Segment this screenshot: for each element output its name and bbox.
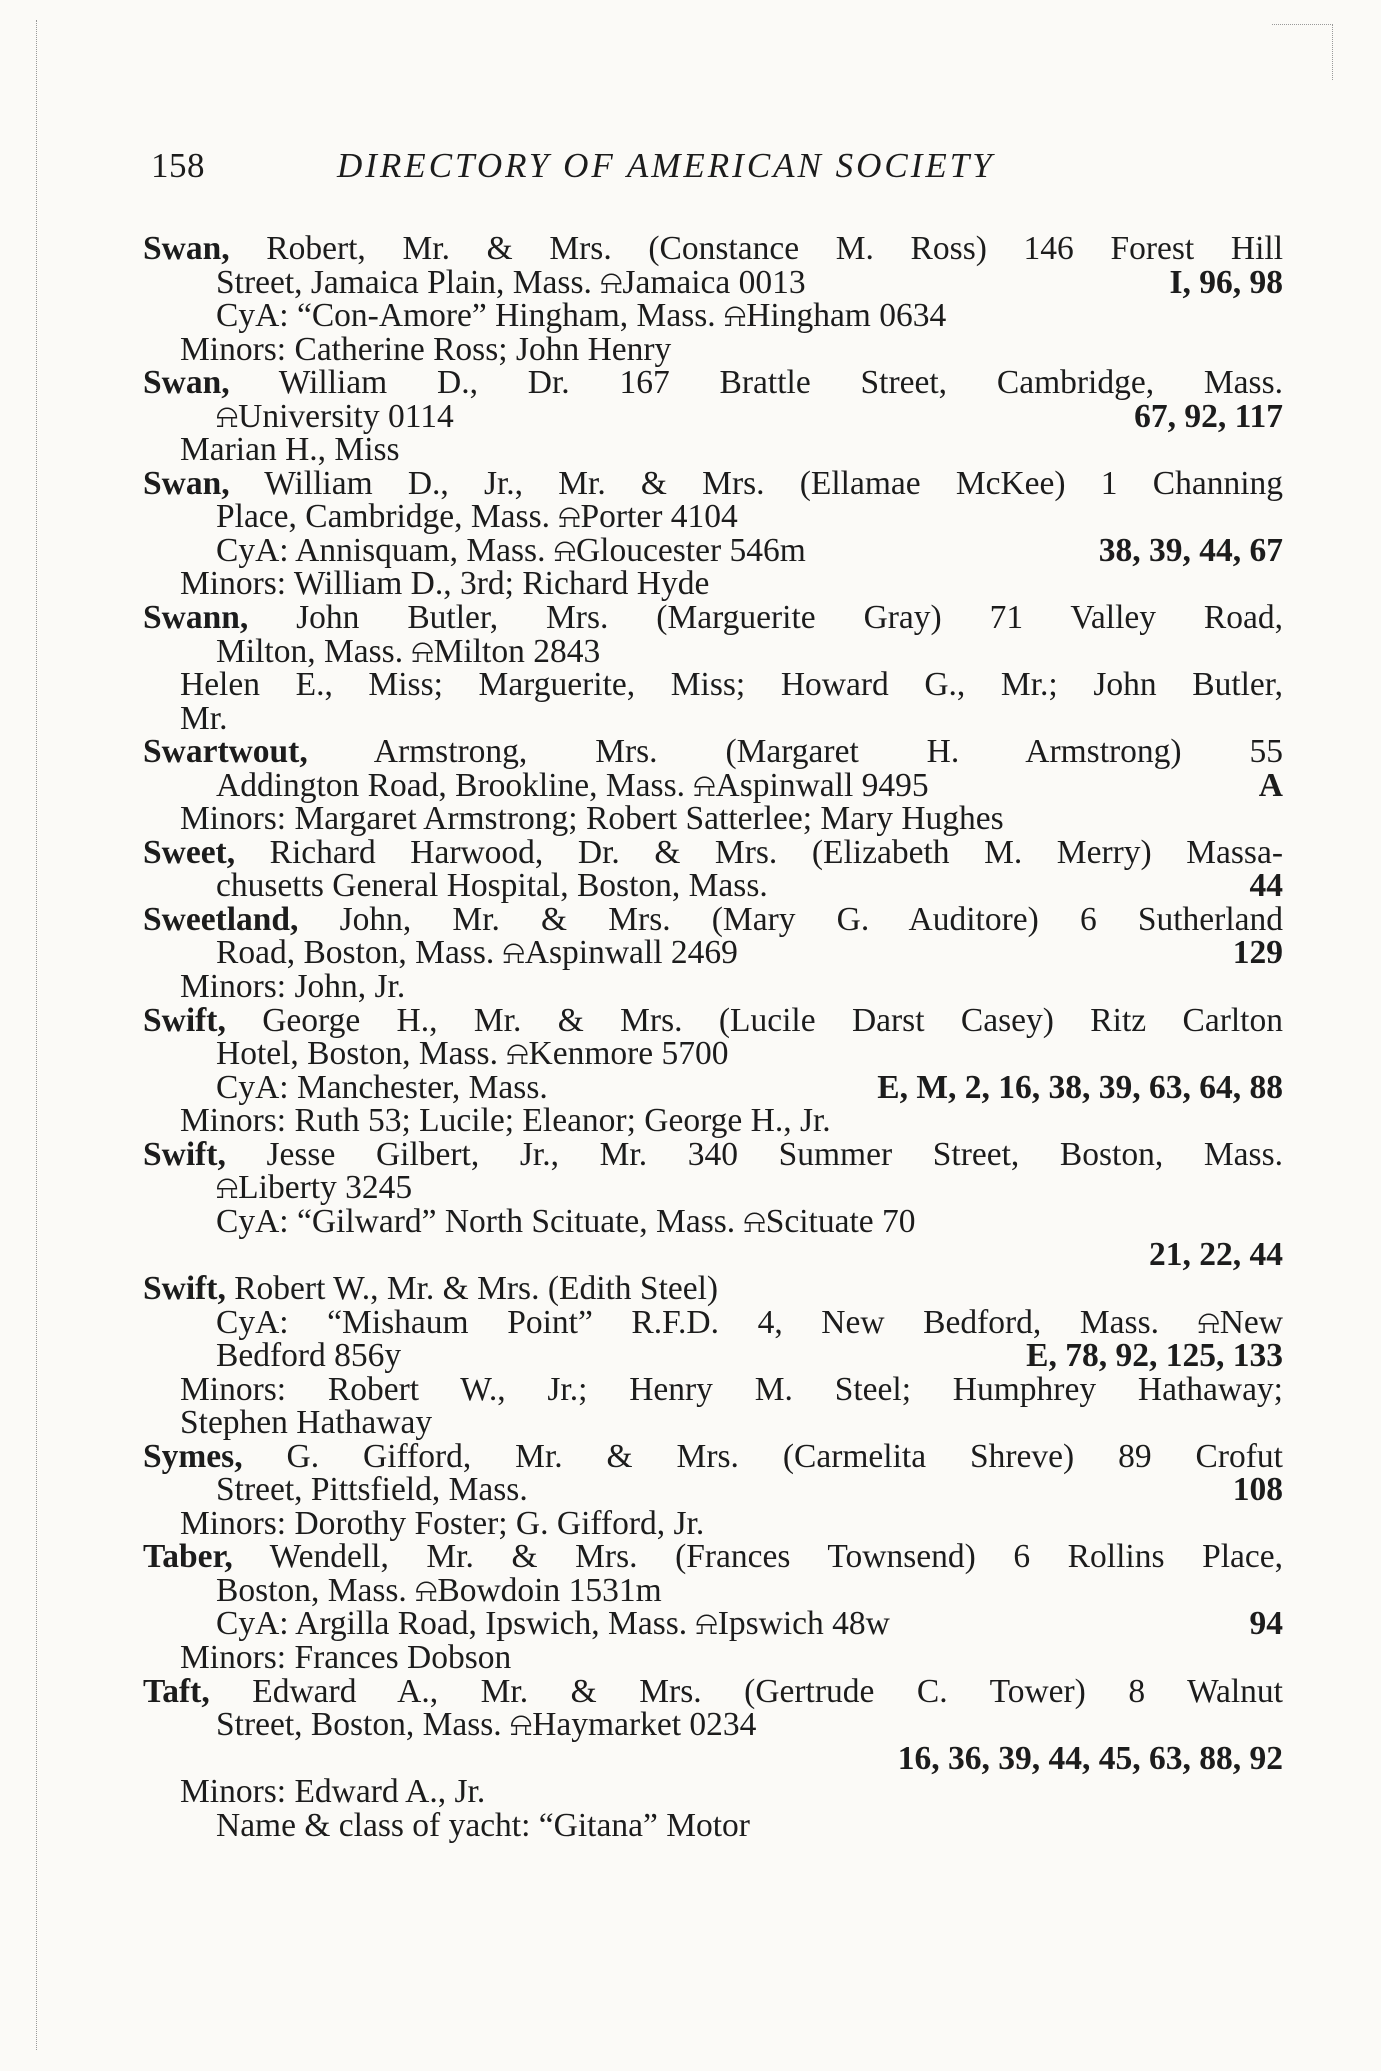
entry-detail-line <box>143 802 1283 836</box>
entry-text: Place, Cambridge, Mass. ⍾Porter 4104 <box>216 498 738 536</box>
club-codes: 94 <box>1249 1605 1283 1643</box>
entry-text: William D., Dr. 167 Brattle Street, Cambridge, Mass. <box>229 364 1283 402</box>
entry-detail-line <box>143 668 1283 702</box>
entry-text: CyA: “Gilward” North Scituate, Mass. ⍾Scituate 70 <box>216 1202 916 1240</box>
entry-surname: Taft, <box>143 1672 210 1710</box>
entry-detail-line <box>143 1238 1283 1272</box>
entry-detail-line <box>143 433 1283 467</box>
entry-heading-line <box>143 1135 1283 1173</box>
entry-text: CyA: “Con-Amore” Hingham, Mass. ⍾Hingham 0634 <box>216 297 947 335</box>
entry-detail-line <box>143 1202 1283 1240</box>
entry-detail-line <box>143 766 1283 804</box>
entry-heading-line <box>143 366 1283 400</box>
entry-text: Bedford 856y <box>216 1337 402 1375</box>
club-codes: A <box>1258 766 1283 804</box>
entry-surname: Symes, <box>143 1437 243 1475</box>
scan-corner-mark <box>1272 24 1333 80</box>
entry-text: Minors: John, Jr. <box>180 968 406 1006</box>
entry-text: Jesse Gilbert, Jr., Mr. 340 Summer Street, Boston, Mass. <box>225 1135 1283 1173</box>
entry-text: Road, Boston, Mass. ⍾Aspinwall 2469 <box>216 934 738 972</box>
entry-text: Armstrong, Mrs. (Margaret H. Armstrong) 55 <box>307 733 1283 771</box>
entry-text: Minors: Edward A., Jr. <box>180 1773 486 1811</box>
directory-entry <box>143 601 1283 735</box>
entry-detail-line <box>143 1708 1283 1742</box>
entry-detail-line <box>143 1370 1283 1408</box>
entry-surname: Swan, <box>143 230 230 267</box>
entry-surname: Taber, <box>143 1538 233 1576</box>
entry-detail-line <box>143 1171 1283 1205</box>
entry-text: Edward A., Mr. & Mrs. (Gertrude C. Tower) 8 Walnut <box>209 1672 1283 1710</box>
entry-text: Street, Boston, Mass. ⍾Haymarket 0234 <box>216 1706 757 1744</box>
entry-detail-line <box>143 1037 1283 1071</box>
entry-surname: Swan, <box>143 364 230 402</box>
entry-text: John Butler, Mrs. (Marguerite Gray) 71 Valley Road, <box>248 599 1283 637</box>
entry-text: CyA: Manchester, Mass. <box>216 1068 548 1106</box>
entry-detail-line <box>143 632 1283 670</box>
entry-detail-line <box>143 263 1283 301</box>
entry-heading-line <box>143 232 1283 266</box>
directory-entry <box>143 1437 1283 1542</box>
entry-surname: Swift, <box>143 1001 226 1039</box>
entry-detail-line <box>143 970 1283 1004</box>
directory-entry <box>143 1269 1283 1442</box>
entry-surname: Swift, <box>143 1269 226 1307</box>
entry-detail-line <box>143 1473 1283 1507</box>
directory-entry <box>143 1540 1283 1674</box>
entry-heading-line <box>143 735 1283 769</box>
entry-detail-line <box>143 1638 1283 1676</box>
entry-detail-line <box>143 1607 1283 1641</box>
club-codes: 67, 92, 117 <box>1134 397 1283 435</box>
entry-detail-line <box>143 936 1283 970</box>
entry-text: Hotel, Boston, Mass. ⍾Kenmore 5700 <box>216 1035 729 1073</box>
entry-detail-line <box>143 1303 1283 1341</box>
scan-margin-marks <box>36 20 47 2050</box>
directory-entry <box>143 833 1283 905</box>
directory-entry <box>143 1001 1283 1140</box>
entry-detail-line <box>143 1339 1283 1373</box>
entry-surname: Swan, <box>143 464 230 502</box>
entry-text: Street, Pittsfield, Mass. <box>216 1471 528 1509</box>
directory-entry <box>143 900 1283 1006</box>
entry-text: Name & class of yacht: “Gitana” Motor <box>216 1806 750 1844</box>
entry-detail-line <box>143 1739 1283 1777</box>
entry-heading-line <box>143 1540 1283 1574</box>
entry-text: ⍾Liberty 3245 <box>216 1169 413 1207</box>
entry-heading-line <box>143 601 1283 635</box>
entry-text: Minors: Catherine Ross; John Henry <box>180 330 672 368</box>
entry-text: CyA: Annisquam, Mass. ⍾Gloucester 546m <box>216 531 806 569</box>
club-codes: E, M, 2, 16, 38, 39, 63, 64, 88 <box>877 1068 1283 1106</box>
entry-detail-line <box>143 1806 1283 1844</box>
club-codes: 108 <box>1232 1471 1283 1509</box>
entry-heading-line <box>143 1672 1283 1710</box>
entry-detail-line <box>143 1406 1283 1440</box>
entry-detail-line <box>143 330 1283 368</box>
entry-text: Marian H., Miss <box>180 431 400 469</box>
entry-heading-line <box>143 1269 1283 1307</box>
entry-surname: Swartwout, <box>143 733 308 771</box>
entry-text: Addington Road, Brookline, Mass. ⍾Aspinwall 9495 <box>216 766 929 804</box>
club-codes: 44 <box>1249 867 1283 905</box>
entry-text: William D., Jr., Mr. & Mrs. (Ellamae McKee) 1 Channing <box>229 464 1283 502</box>
entry-text: Minors: William D., 3rd; Richard Hyde <box>180 565 710 603</box>
entry-text: John, Mr. & Mrs. (Mary G. Auditore) 6 Sutherland <box>298 900 1283 938</box>
entry-text: Helen E., Miss; Marguerite, Miss; Howard G., Mr.; John Butler, <box>180 666 1283 704</box>
club-codes: 16, 36, 39, 44, 45, 63, 88, 92 <box>897 1739 1283 1777</box>
entry-text: Stephen Hathaway <box>180 1404 433 1442</box>
entry-heading-line <box>143 1437 1283 1475</box>
entry-heading-line <box>143 833 1283 871</box>
directory-entry <box>143 232 1283 366</box>
entry-surname: Swift, <box>143 1135 226 1173</box>
entry-text: George H., Mr. & Mrs. (Lucile Darst Casey) Ritz Carlton <box>225 1001 1283 1039</box>
entry-detail-line <box>143 1068 1283 1106</box>
directory-entries <box>143 232 1283 1842</box>
club-codes: 21, 22, 44 <box>1149 1236 1283 1274</box>
entry-text: ⍾University 0114 <box>216 397 454 435</box>
entry-detail-line <box>143 869 1283 903</box>
entry-text: Robert, Mr. & Mrs. (Constance M. Ross) 146 Forest Hill <box>229 230 1283 267</box>
entry-text: Minors: Margaret Armstrong; Robert Satterlee; Mary Hughes <box>180 800 1004 838</box>
entry-text: Street, Jamaica Plain, Mass. ⍾Jamaica 0013 <box>216 263 806 301</box>
entry-detail-line <box>143 299 1283 333</box>
entry-surname: Sweet, <box>143 833 236 871</box>
entry-heading-line <box>143 1001 1283 1039</box>
entry-text: Minors: Ruth 53; Lucile; Eleanor; George H., Jr. <box>180 1102 831 1140</box>
entry-detail-line <box>143 1571 1283 1609</box>
entry-text: Minors: Robert W., Jr.; Henry M. Steel; Humphrey Hathaway; <box>180 1370 1283 1408</box>
entry-text: chusetts General Hospital, Boston, Mass. <box>216 867 768 905</box>
club-codes: I, 96, 98 <box>1169 263 1283 301</box>
entry-surname: Swann, <box>143 599 249 637</box>
running-title: DIRECTORY OF AMERICAN SOCIETY <box>337 146 995 185</box>
entry-text: Wendell, Mr. & Mrs. (Frances Townsend) 6 Rollins Place, <box>232 1538 1283 1576</box>
entry-text: CyA: Argilla Road, Ipswich, Mass. ⍾Ipswich 48w <box>216 1605 890 1643</box>
entry-detail-line <box>143 1504 1283 1542</box>
club-codes: E, 78, 92, 125, 133 <box>1026 1337 1283 1375</box>
entry-detail-line <box>143 699 1283 737</box>
directory-entry <box>143 735 1283 836</box>
entry-text: Boston, Mass. ⍾Bowdoin 1531m <box>216 1571 662 1609</box>
entry-detail-line <box>143 397 1283 435</box>
entry-text: Minors: Frances Dobson <box>180 1638 512 1676</box>
entry-text: CyA: “Mishaum Point” R.F.D. 4, New Bedford, Mass. ⍾New <box>216 1303 1283 1341</box>
entry-text: Minors: Dorothy Foster; G. Gifford, Jr. <box>180 1504 705 1542</box>
directory-entry <box>143 1135 1283 1274</box>
entry-text: Richard Harwood, Dr. & Mrs. (Elizabeth M. Merry) Massa- <box>235 833 1283 871</box>
club-codes: 38, 39, 44, 67 <box>1098 531 1283 569</box>
page-number: 158 <box>151 146 205 185</box>
entry-heading-line <box>143 900 1283 938</box>
directory-entry <box>143 464 1283 603</box>
entry-detail-line <box>143 500 1283 534</box>
entry-detail-line <box>143 1775 1283 1809</box>
entry-text: G. Gifford, Mr. & Mrs. (Carmelita Shreve) 89 Crofut <box>242 1437 1283 1475</box>
entry-detail-line <box>143 531 1283 569</box>
entry-text: Robert W., Mr. & Mrs. (Edith Steel) <box>225 1269 719 1307</box>
directory-entry <box>143 366 1283 467</box>
directory-entry <box>143 1672 1283 1844</box>
entry-surname: Sweetland, <box>143 900 299 938</box>
entry-text: Milton, Mass. ⍾Milton 2843 <box>216 632 601 670</box>
entry-detail-line <box>143 567 1283 601</box>
entry-text: Mr. <box>180 699 228 737</box>
entry-detail-line <box>143 1104 1283 1138</box>
club-codes: 129 <box>1232 934 1283 972</box>
entry-heading-line <box>143 464 1283 502</box>
